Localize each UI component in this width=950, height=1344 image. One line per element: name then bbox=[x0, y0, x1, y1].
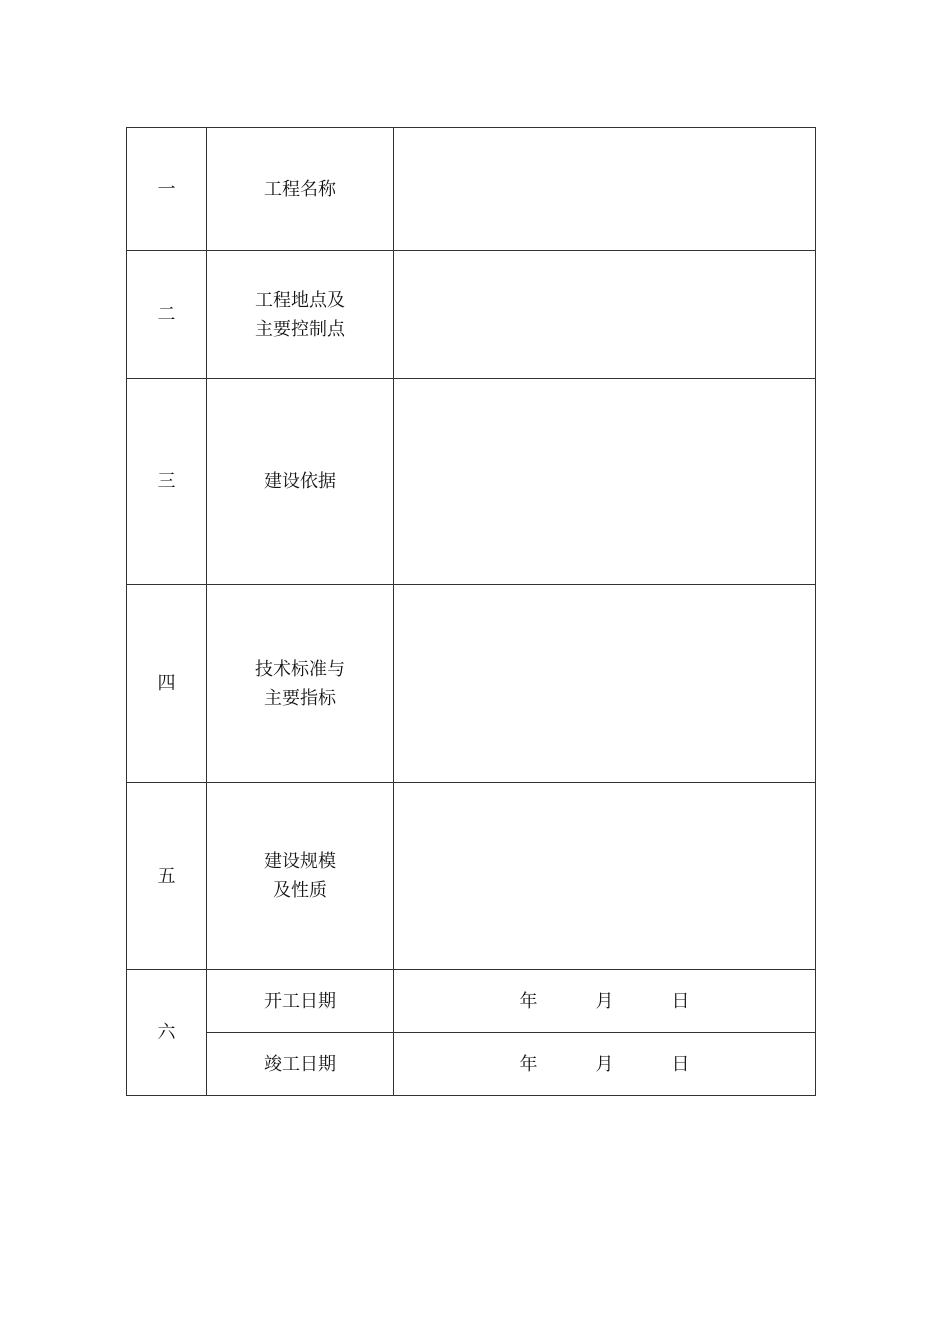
row-start-date bbox=[127, 970, 816, 1033]
row-number: 四 bbox=[127, 585, 207, 783]
label-line: 及性质 bbox=[273, 880, 327, 901]
row-number: 三 bbox=[127, 379, 207, 585]
start-date-field[interactable] bbox=[394, 970, 816, 1033]
row-number: 二 bbox=[127, 251, 207, 379]
value-cell[interactable] bbox=[394, 128, 816, 251]
row-construction-scale bbox=[127, 783, 816, 970]
label-line: 技术标准与 bbox=[255, 658, 345, 680]
project-info-table bbox=[126, 127, 816, 1096]
year-label: 年 bbox=[519, 990, 538, 1012]
label-line: 工程名称 bbox=[264, 178, 336, 200]
row-construction-basis bbox=[127, 379, 816, 585]
row-project-name bbox=[127, 128, 816, 251]
row-project-location bbox=[127, 251, 816, 379]
row-label bbox=[207, 783, 394, 970]
row-number: 一 bbox=[127, 128, 207, 251]
label-line: 主要指标 bbox=[264, 687, 336, 709]
day-label: 日 bbox=[671, 990, 690, 1012]
row-label bbox=[207, 585, 394, 783]
start-date-label: 开工日期 bbox=[207, 970, 394, 1033]
day-label: 日 bbox=[671, 1053, 690, 1075]
row-end-date bbox=[127, 1033, 816, 1096]
year-label: 年 bbox=[519, 1053, 538, 1075]
label-line: 工程地点及 bbox=[255, 289, 345, 311]
end-date-label: 竣工日期 bbox=[207, 1033, 394, 1096]
month-label: 月 bbox=[595, 990, 614, 1012]
month-label: 月 bbox=[595, 1053, 614, 1075]
row-label bbox=[207, 379, 394, 585]
row-number: 五 bbox=[127, 783, 207, 970]
row-technical-standards bbox=[127, 585, 816, 783]
value-cell[interactable] bbox=[394, 585, 816, 783]
row-number: 六 bbox=[127, 970, 207, 1096]
value-cell[interactable] bbox=[394, 783, 816, 970]
value-cell[interactable] bbox=[394, 251, 816, 379]
label-line: 建设依据 bbox=[264, 471, 336, 492]
row-label bbox=[207, 251, 394, 379]
end-date-field[interactable] bbox=[394, 1033, 816, 1096]
row-label bbox=[207, 128, 394, 251]
label-line: 主要控制点 bbox=[255, 318, 345, 340]
label-line: 建设规模 bbox=[264, 851, 336, 872]
value-cell[interactable] bbox=[394, 379, 816, 585]
